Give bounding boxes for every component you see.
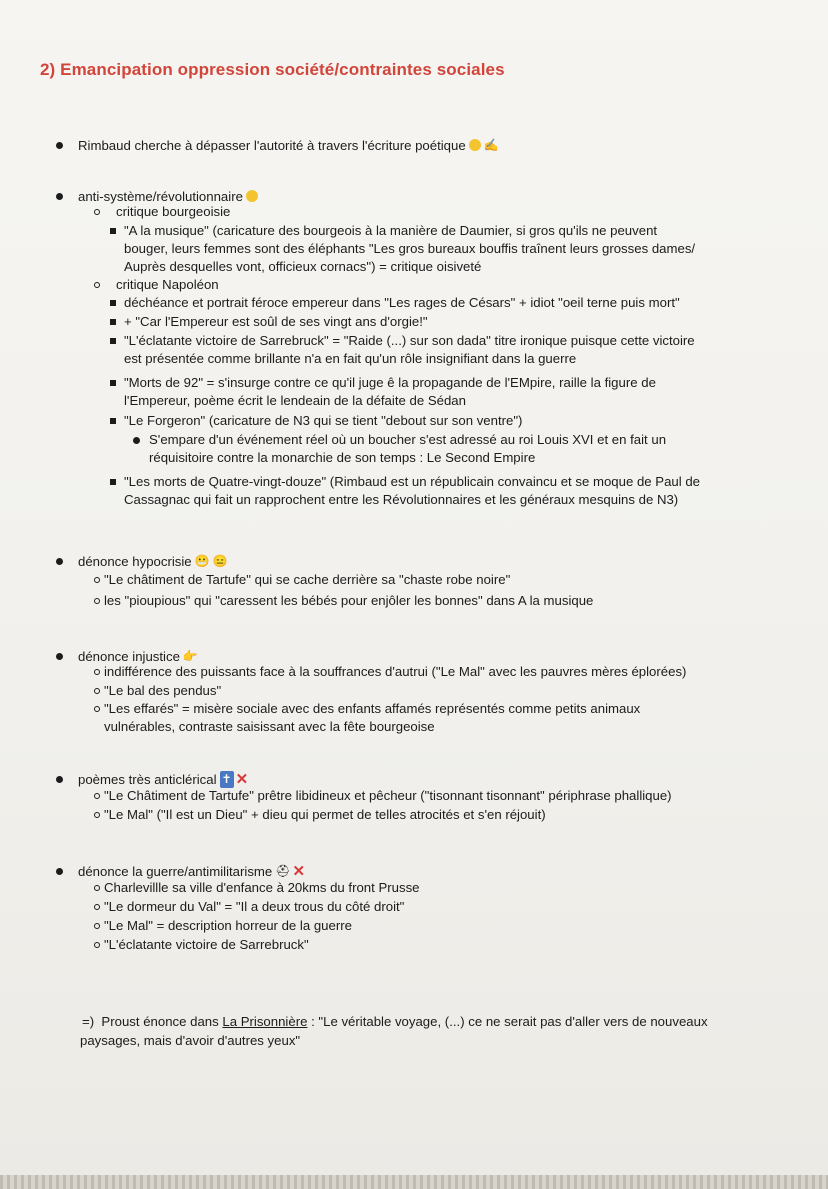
bullet (56, 653, 63, 660)
red-x-icon: ✕ (292, 863, 306, 880)
text-line: dénonce hypocrisie 😬 😑 (78, 554, 228, 569)
sub-bullet (94, 793, 100, 799)
square-bullet (110, 338, 116, 344)
pointing-hand-icon: 👉 (182, 649, 198, 663)
sub-bullet (94, 812, 100, 818)
section-title: 2) Emancipation oppression société/contraintes sociales (40, 60, 505, 79)
text-line: + "Car l'Empereur est soûl de ses vingt ans d'orgie!" (124, 314, 428, 329)
arrow-icon: =) (82, 1014, 95, 1029)
square-bullet (110, 300, 116, 306)
text-line: réquisitoire contre la monarchie de son temps : Le Second Empire (149, 450, 536, 465)
cross-icon: ✝ (221, 772, 232, 786)
text-line: paysages, mais d'avoir d'autres yeux" (80, 1033, 301, 1048)
text-line: dénonce la guerre/antimilitarisme ⛑ ✕ (78, 863, 306, 880)
text-line: déchéance et portrait féroce empereur dans "Les rages de Césars" + idiot "oeil terne puis mort" (124, 295, 680, 310)
text-line: est présentée comme brillante n'a en fait qu'un rôle insignifiant dans la guerre (124, 351, 577, 366)
text-line: S'empare d'un événement réel où un boucher s'est adressé au roi Louis XVI et en fait un (149, 432, 667, 447)
square-bullet (110, 479, 116, 485)
page-edge (0, 1175, 828, 1189)
text-line: critique Napoléon (116, 277, 219, 292)
text-line: "L'éclatante victoire de Sarrebruck" (104, 937, 309, 952)
bullet (56, 558, 63, 565)
sub-bullet (94, 209, 100, 215)
sub-bullet (94, 598, 100, 604)
text-line: Charlevillle sa ville d'enfance à 20kms du front Prusse (104, 880, 420, 895)
square-bullet (110, 380, 116, 386)
square-bullet (110, 418, 116, 424)
sub-bullet (94, 577, 100, 583)
text-line: "Morts de 92" = s'insurge contre ce qu'il juge ê la propagande de l'EMpire, raille la figure de (124, 375, 656, 390)
text-line: "Le Forgeron" (caricature de N3 qui se tient "debout sur son ventre") (124, 413, 523, 428)
sub-bullet (94, 923, 100, 929)
text-line: vulnérables, contraste saisissant avec la fête bourgeoise (104, 719, 435, 734)
text-line: dénonce injustice 👉 (78, 649, 198, 664)
text-line: =) Proust énonce dans La Prisonnière : "Le véritable voyage, (...) ce ne serait pas d'aller vers de nouveaux (82, 1014, 708, 1029)
grimace-icon: 😬 (194, 554, 210, 568)
text-line: poèmes très anticlérical ✝ ✕ (78, 771, 249, 788)
sub-bullet (94, 942, 100, 948)
text-line: bouger, leurs femmes sont des éléphants "Les gros bureaux bouffis traînent leurs grosses dames/ (124, 241, 696, 256)
sun-icon (246, 190, 258, 202)
sub-bullet (94, 706, 100, 712)
bullet (56, 193, 63, 200)
text-line: les "pioupious" qui "caressent les bébés pour enjôler les bonnes" dans A la musique (104, 593, 594, 608)
text-line: "A la musique" (caricature des bourgeois à la manière de Daumier, si gros qu'ils ne peuvent (124, 223, 658, 238)
square-bullet (110, 228, 116, 234)
square-bullet (110, 319, 116, 325)
text-line: "Le châtiment de Tartufe" qui se cache derrière sa "chaste robe noire" (104, 572, 511, 587)
text-line: "Le dormeur du Val" = "Il a deux trous du côté droit" (104, 899, 405, 914)
sub-bullet (94, 688, 100, 694)
book-title: La Prisonnière (222, 1014, 308, 1029)
text-line: indifférence des puissants face à la souffrances d'autrui ("Le Mal" avec les pauvres mères éplorées) (104, 664, 687, 679)
sub-bullet (94, 904, 100, 910)
text-line: "Le bal des pendus" (104, 683, 222, 698)
text-line: "Les effarés" = misère sociale avec des enfants affamés représentés comme petits animaux (104, 701, 641, 716)
bullet (56, 776, 63, 783)
text-line: Auprès desquelles vont, officieux cornacs") = critique oisiveté (124, 259, 482, 274)
text-line: "Les morts de Quatre-vingt-douze" (Rimbaud est un républicain convaincu et se moque de Paul de (124, 474, 701, 489)
text-line: Rimbaud cherche à dépasser l'autorité à travers l'écriture poétique ✍ (78, 138, 499, 153)
military-helmet-icon: ⛑ (275, 864, 291, 878)
text-line: l'Empereur, poème écrit le lendeain de la défaite de Sédan (124, 393, 466, 408)
red-x-icon: ✕ (235, 771, 249, 788)
sub-bullet (94, 885, 100, 891)
bullet (56, 868, 63, 875)
text-line: critique bourgeoisie (116, 204, 231, 219)
bullet (133, 437, 140, 444)
bullet (56, 142, 63, 149)
writing-hand-icon: ✍ (483, 138, 499, 152)
text-line: Cassagnac qui fait un rapprochent entre les Révolutionnaires et les généraux mesquins de N3) (124, 492, 679, 507)
text-line: "Le Mal" = description horreur de la guerre (104, 918, 352, 933)
sun-icon (469, 139, 481, 151)
text-line: "L'éclatante victoire de Sarrebruck" = "Raide (...) sur son dada" titre ironique puisque cette victoire (124, 333, 695, 348)
sub-bullet (94, 669, 100, 675)
expressionless-icon: 😑 (212, 554, 228, 568)
sub-bullet (94, 282, 100, 288)
text-line: "Le Châtiment de Tartufe" prêtre libidineux et pêcheur ("tisonnant tisonnant" périphrase phallique) (104, 788, 672, 803)
text-line: anti-système/révolutionnaire (78, 188, 258, 205)
text-line: "Le Mal" ("Il est un Dieu" + dieu qui permet de telles atrocités et s'en réjouit) (104, 807, 546, 822)
